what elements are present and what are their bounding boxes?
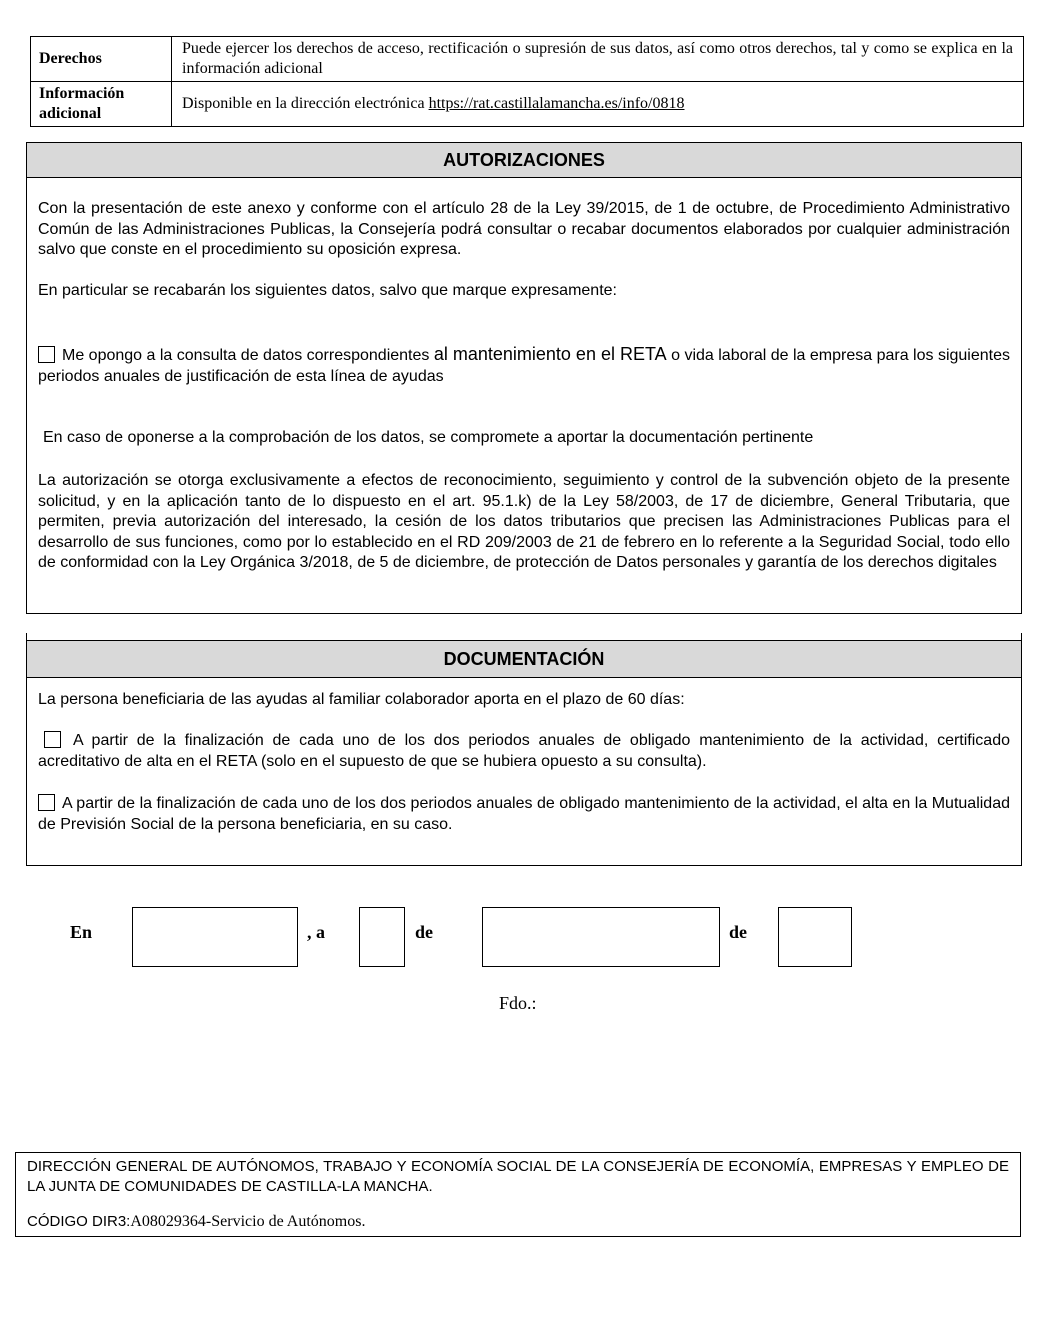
oposicion-text-b: al mantenimiento en el RETA bbox=[433, 344, 667, 364]
signature-label: Fdo.: bbox=[499, 993, 537, 1013]
info-table bbox=[30, 36, 1024, 127]
oposicion-option bbox=[38, 344, 1010, 387]
documentacion-item-1 bbox=[38, 731, 1010, 772]
month-field[interactable] bbox=[482, 907, 720, 967]
documentacion-title: DOCUMENTACIÓN bbox=[27, 641, 1021, 678]
autorizaciones-paragraph-1: Con la presentación de este anexo y conforme con el artículo 28 de la Ley 39/2015, de 1 de octubre, de Procedimiento Administrativo Común de las Administraciones Publicas, la Consejería podrá consultar o recabar documentos elaborados por cualquier administración salvo que conste en el procedimiento su oposición expresa. bbox=[38, 200, 1010, 258]
documentacion-item-2-text: A partir de la finalización de cada uno de los dos periodos anuales de obligado mantenimiento de la actividad, el alta en la Mutualidad de Previsión Social de la persona beneficiaria, en su caso. bbox=[38, 795, 1010, 833]
table-row bbox=[31, 37, 1024, 82]
day-field[interactable] bbox=[359, 907, 405, 967]
oposicion-text-c: o vida laboral de la empresa para los siguientes periodos anuales de justificación de esta línea de ayudas bbox=[38, 347, 1010, 385]
label-a: , a bbox=[307, 922, 325, 942]
dir3-value: A08029364-Servicio de Autónomos. bbox=[130, 1213, 366, 1230]
row-label-informacion-adicional: Información adicional bbox=[31, 82, 172, 127]
documentacion-checkbox-1[interactable] bbox=[44, 731, 61, 748]
autorizaciones-paragraph-2: En particular se recabarán los siguientes datos, salvo que marque expresamente: bbox=[38, 282, 617, 299]
oposicion-text-a: Me opongo a la consulta de datos correspondientes bbox=[62, 347, 434, 364]
table-row bbox=[31, 82, 1024, 127]
documentacion-section bbox=[26, 640, 1022, 866]
info-link[interactable]: https://rat.castillalamancha.es/info/0818 bbox=[428, 95, 685, 112]
divider bbox=[1021, 633, 1022, 641]
autorizaciones-paragraph-3: En caso de oponerse a la comprobación de los datos, se compromete a aportar la documentación pertinente bbox=[43, 429, 814, 446]
autorizaciones-title: AUTORIZACIONES bbox=[27, 143, 1021, 178]
autorizaciones-section bbox=[26, 142, 1022, 614]
oposicion-checkbox[interactable] bbox=[38, 346, 55, 363]
footer-box bbox=[15, 1152, 1021, 1237]
row-value-derechos: Puede ejercer los derechos de acceso, rectificación o supresión de sus datos, así como otros derechos, tal y como se explica en la información adicional bbox=[172, 37, 1024, 82]
documentacion-item-1-text: A partir de la finalización de cada uno de los dos periodos anuales de obligado mantenimiento de la actividad, certificado acreditativo de alta en el RETA (solo en el supuesto de que se hubiera opuesto a su consulta). bbox=[38, 732, 1010, 770]
footer-text: DIRECCIÓN GENERAL DE AUTÓNOMOS, TRABAJO Y ECONOMÍA SOCIAL DE LA CONSEJERÍA DE ECONOMÍA, EMPRESAS Y EMPLEO DE LA JUNTA DE COMUNIDADES DE CASTILLA-LA MANCHA. bbox=[27, 1158, 1009, 1195]
documentacion-checkbox-2[interactable] bbox=[38, 794, 55, 811]
documentacion-item-2 bbox=[38, 794, 1010, 835]
dir3-label: CÓDIGO DIR3: bbox=[27, 1213, 131, 1230]
dir3-line bbox=[27, 1212, 365, 1232]
place-field[interactable] bbox=[132, 907, 298, 967]
row-label-derechos: Derechos bbox=[31, 37, 172, 82]
label-de-1: de bbox=[415, 922, 433, 942]
documentacion-intro: La persona beneficiaria de las ayudas al familiar colaborador aporta en el plazo de 60 días: bbox=[38, 691, 685, 708]
autorizaciones-paragraph-4: La autorización se otorga exclusivamente a efectos de reconocimiento, seguimiento y control de la subvención objeto de la presente solicitud, y en la aplicación tanto de lo dispuesto en el art. 95.1.k) de la Ley 58/2003, de 17 de diciembre, General Tributaria, que permiten, previa autorización del interesado, la cesión de los datos tributarios que precisen las Administraciones Publicas para el desarrollo de sus funciones, como por lo establecido en el RD 209/2003 de 21 de febrero en lo referente a la Seguridad Social, todo ello de conformidad con la Ley Orgánica 3/2018, de 5 de diciembre, de protección de Datos personales y garantía de los derechos digitales bbox=[38, 472, 1010, 571]
year-field[interactable] bbox=[778, 907, 852, 967]
divider bbox=[26, 633, 27, 641]
label-en: En bbox=[70, 922, 93, 942]
info-prefix: Disponible en la dirección electrónica bbox=[182, 95, 429, 112]
row-value-informacion-adicional bbox=[172, 82, 1024, 127]
label-de-2: de bbox=[729, 922, 747, 942]
